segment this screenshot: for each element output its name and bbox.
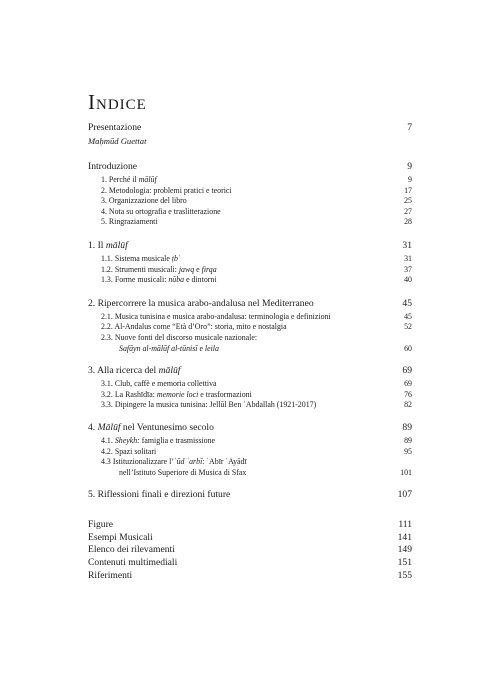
toc-page-number: 52 xyxy=(404,322,412,332)
toc-subentry-number: 1.1. xyxy=(101,253,113,263)
toc-chapter-title: 4. Mālūf nel Ventunesimo secolo xyxy=(88,421,214,433)
toc-subentry-number: 4. xyxy=(101,206,107,216)
toc-subentry-title: nell’Istituto Superiore di Musica di Sfax xyxy=(119,467,247,477)
toc-page-number: 89 xyxy=(404,435,412,445)
toc-subentry-title: 2. Metodologia: problemi pratici e teorici xyxy=(101,185,232,195)
toc-page-number: 40 xyxy=(404,275,412,285)
toc-subentry-title: 2.1. Musica tunisina e musica arabo-andalusa: terminologia e definizioni xyxy=(101,311,331,321)
toc-page-number: 27 xyxy=(404,206,412,216)
toc-page-number: 151 xyxy=(397,557,412,569)
toc-entry-presentazione[interactable] xyxy=(88,121,412,135)
toc-subentry-intro-4[interactable] xyxy=(88,207,412,218)
toc-subentry-3-1[interactable] xyxy=(88,379,412,390)
toc-page-number: 31 xyxy=(404,253,412,263)
toc-subentry-number: 3.2. xyxy=(101,389,113,399)
toc-page-number: 76 xyxy=(404,389,412,399)
toc-chapter-title: 2. Ripercorrere la musica arabo-andalusa nel Mediterraneo xyxy=(88,297,314,309)
toc-subentry-number: 1. xyxy=(101,175,107,184)
toc-subentry-4-1[interactable] xyxy=(88,436,412,447)
toc-subentry-number: 2.1. xyxy=(101,311,113,321)
toc-entry-title: Riferimenti xyxy=(88,569,133,581)
toc-chapter-number: 4. xyxy=(88,421,96,433)
toc-page-number: 25 xyxy=(404,196,412,206)
toc-page-number: 31 xyxy=(402,239,412,251)
toc-subentry-title: 5. Ringraziamenti xyxy=(101,217,158,227)
toc-entry-title: Contenuti multimediali xyxy=(88,557,178,569)
toc-subentry-title: 4. Nota su ortografia e traslitterazione xyxy=(101,206,221,216)
toc-subentry-intro-1[interactable] xyxy=(88,175,412,186)
toc-entry-title: Presentazione xyxy=(88,122,142,133)
toc-chapter-number: 3. xyxy=(88,365,96,377)
toc-subentry-title: 4.3 Istituzionalizzare l’ʿūd ʿarbī: ʿAbīr ʿAyādī xyxy=(101,457,247,467)
toc-subentry-number: 3.1. xyxy=(101,379,113,389)
toc-subentry-number: 4.2. xyxy=(101,446,113,456)
toc-page-number: 107 xyxy=(397,489,412,501)
toc-entry-title: Elenco dei rilevamenti xyxy=(88,544,175,556)
toc-entry-contenuti-multimediali[interactable] xyxy=(88,557,412,570)
toc-subentry-number: 3. xyxy=(101,196,107,206)
toc-subentry-number: 4.3 xyxy=(101,457,111,467)
toc-page-number: 101 xyxy=(400,467,412,477)
toc-entry-figure[interactable] xyxy=(88,519,412,532)
toc-entry-title: Figure xyxy=(88,519,114,531)
toc-chapter-title: 1. Il mālūf xyxy=(88,239,128,251)
toc-subentry-title: 4.1. Sheykh: famiglia e trasmissione xyxy=(101,435,215,445)
toc-subentry-title: 1. Perché il mālūf xyxy=(101,175,157,184)
toc-chapter-5[interactable] xyxy=(88,488,412,502)
toc-entry-esempi-musicali[interactable] xyxy=(88,532,412,545)
toc-subentry-1-3[interactable] xyxy=(88,275,412,286)
toc-chapter-number: 5. xyxy=(88,489,96,501)
toc-chapter-4[interactable] xyxy=(88,421,412,435)
toc-page-number: 17 xyxy=(404,185,412,195)
toc-subentry-1-1[interactable] xyxy=(88,254,412,265)
toc-subentry-2-3-continued[interactable] xyxy=(88,344,412,355)
toc-page-number: 89 xyxy=(402,421,412,433)
toc-subentry-2-3[interactable] xyxy=(88,333,412,344)
toc-page-number: 60 xyxy=(404,343,412,353)
toc-chapter-number: 1. xyxy=(88,239,96,251)
toc-subentry-title: 2.2. Al-Andalus come “Età d’Oro”: storia, mito e nostalgia xyxy=(101,322,287,332)
table-of-contents xyxy=(88,121,412,582)
toc-author: Maḥmūd Guettat xyxy=(88,136,147,146)
toc-chapter-1[interactable] xyxy=(88,239,412,253)
toc-page-number: 45 xyxy=(404,311,412,321)
toc-subentry-number: 3.3. xyxy=(101,400,113,410)
toc-subentry-title: 1.3. Forme musicali: nūba e dintorni xyxy=(101,275,217,285)
toc-subentry-3-2[interactable] xyxy=(88,390,412,401)
toc-page-number: 155 xyxy=(397,569,412,581)
toc-chapter-3[interactable] xyxy=(88,364,412,378)
toc-page-number: 141 xyxy=(397,531,412,543)
toc-chapter-number: 2. xyxy=(88,297,96,309)
toc-subentry-4-3[interactable] xyxy=(88,457,412,468)
toc-subentry-title: 2.3. Nuove fonti del discorso musicale nazionale: xyxy=(101,332,258,342)
toc-subentry-1-2[interactable] xyxy=(88,265,412,276)
toc-subentry-title: 3.3. Dipingere la musica tunisina: Jellūl Ben ʿAbdallah (1921-2017) xyxy=(101,400,317,410)
toc-subentry-title: 1.1. Sistema musicale ṭbʿ xyxy=(101,253,181,263)
toc-subentry-number: 1.2. xyxy=(101,264,113,274)
toc-chapter-title: 5. Riflessioni finali e direzioni future xyxy=(88,489,231,501)
toc-page-number: 82 xyxy=(404,400,412,410)
toc-subentry-title: 3. Organizzazione del libro xyxy=(101,196,187,206)
toc-subentry-title: 3.2. La Rashīdīa: memorie loci e trasformazioni xyxy=(101,389,252,399)
toc-page-number: 45 xyxy=(402,297,412,309)
toc-subentry-3-3[interactable] xyxy=(88,400,412,411)
toc-subentry-number: 1.3. xyxy=(101,275,113,285)
toc-page-number: 28 xyxy=(404,217,412,227)
toc-subentry-4-3-continued[interactable] xyxy=(88,468,412,479)
toc-chapter-2[interactable] xyxy=(88,297,412,311)
toc-chapter-title: 3. Alla ricerca del mālūf xyxy=(88,365,181,377)
toc-entry-title: Esempi Musicali xyxy=(88,531,153,543)
toc-entry-elenco-rilevamenti[interactable] xyxy=(88,544,412,557)
toc-subentry-title: 3.1. Club, caffè e memoria collettiva xyxy=(101,379,217,389)
toc-page-number: 95 xyxy=(404,446,412,456)
toc-entry-introduzione[interactable] xyxy=(88,160,412,174)
toc-subentry-4-2[interactable] xyxy=(88,447,412,458)
toc-page-number: 9 xyxy=(408,175,412,184)
toc-subentry-2-1[interactable] xyxy=(88,312,412,323)
toc-subentry-intro-5[interactable] xyxy=(88,217,412,228)
toc-subentry-title: Safāyn al-mālūf al-tūnisī e leila xyxy=(119,343,219,353)
toc-page-number: 37 xyxy=(404,264,412,274)
toc-subentry-title: 1.2. Strumenti musicali: jawq e firqa xyxy=(101,264,217,274)
toc-subentry-intro-3[interactable] xyxy=(88,196,412,207)
toc-page-number: 149 xyxy=(397,544,412,556)
toc-entry-riferimenti[interactable] xyxy=(88,570,412,583)
toc-subentry-intro-2[interactable] xyxy=(88,186,412,197)
page-title: Indice xyxy=(88,90,147,114)
toc-entry-title: Introduzione xyxy=(88,161,138,172)
toc-subentry-number: 2. xyxy=(101,185,107,195)
toc-page-number: 69 xyxy=(404,379,412,389)
toc-page-number: 7 xyxy=(407,122,412,133)
toc-subentry-number: 2.3. xyxy=(101,332,113,342)
toc-subentry-number: 2.2. xyxy=(101,322,113,332)
toc-subentry-number: 5. xyxy=(101,217,107,227)
toc-page-number: 111 xyxy=(398,519,412,531)
toc-subentry-title: 4.2. Spazi solitari xyxy=(101,446,157,456)
toc-page-number: 69 xyxy=(402,365,412,377)
toc-subentry-2-2[interactable] xyxy=(88,322,412,333)
toc-subentry-number: 4.1. xyxy=(101,435,113,445)
toc-page-number: 9 xyxy=(407,161,412,172)
